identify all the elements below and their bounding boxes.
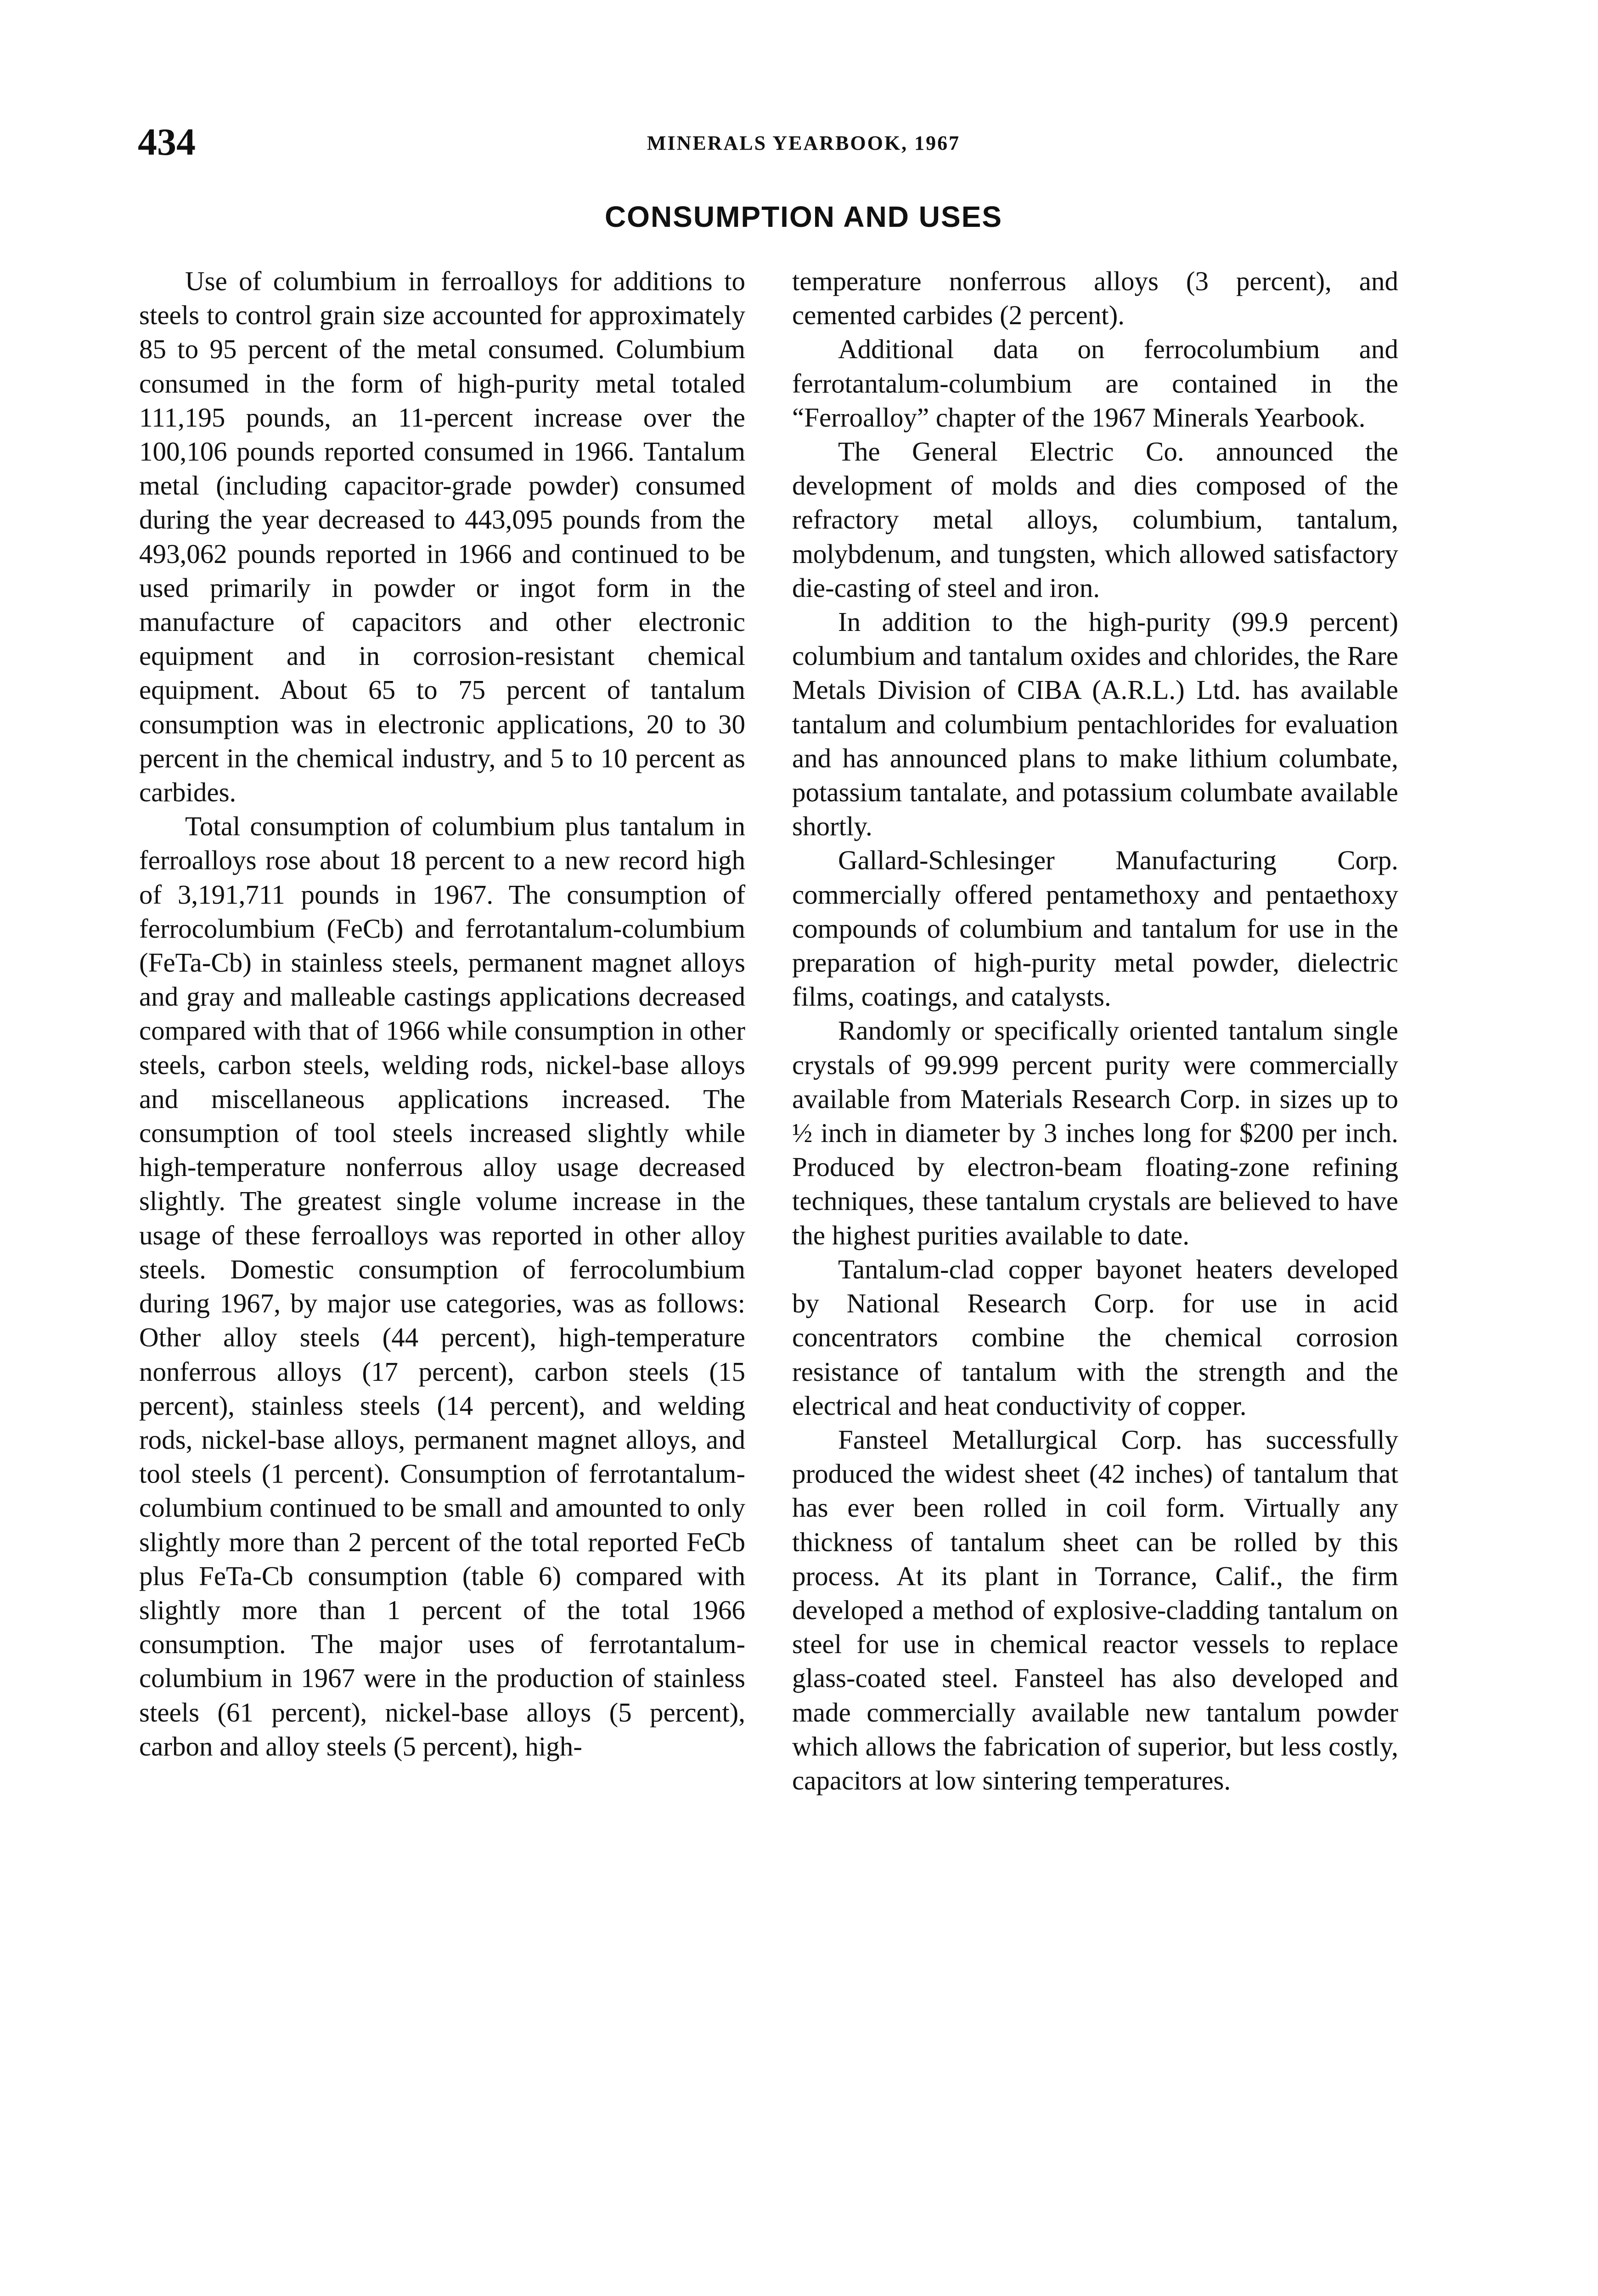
paragraph-materials-research: Randomly or specifically oriented tantalum single crystals of 99.999 percent purity were commercially available from Materials Research Corp. in sizes up to ½ inch in diameter by 3 inches long for $200 per inch. Produced by electron-beam floating-zone refining techniques, these tantalum crystals are believed to have the highest purities available to date. xyxy=(792,1015,1398,1250)
running-head: MINERALS YEARBOOK, 1967 xyxy=(647,132,961,154)
left-column xyxy=(139,264,745,1763)
paragraph-fansteel: Fansteel Metallurgical Corp. has successfully produced the widest sheet (42 inches) of tantalum that has ever been rolled in coil form. Virtually any thickness of tantalum sheet can be rolled by this process. At its plant in Torrance, Calif., the firm developed a method of explosive-cladding tantalum on steel for use in chemical reactor vessels to replace glass-coated steel. Fansteel has also developed and made commercially available new tantalum powder which allows the fabrication of superior, but less costly, capacitors at low sintering temperatures. xyxy=(792,1424,1398,1795)
paragraph-continuation: temperature nonferrous alloys (3 percent), and cemented carbides (2 percent). xyxy=(792,266,1398,331)
paragraph-columbium-tantalum-use: Use of columbium in ferroalloys for additions to steels to control grain size accounted for approximately 85 to 95 percent of the metal consumed. Columbium consumed in the form of high-purity metal totaled 111,195 pounds, an 11-percent increase over the 100,106 pounds reported consumed in 1966. Tantalum metal (including capacitor-grade powder) consumed during the year decreased to 443,095 pounds from the 493,062 pounds reported in 1966 and continued to be used primarily in powder or ingot form in the manufacture of capacitors and other electronic equipment and in corrosion-resistant chemical equipment. About 65 to 75 percent of tantalum consumption was in electronic applications, 20 to 30 percent in the chemical industry, and 5 to 10 percent as carbides. xyxy=(139,266,745,808)
paragraph-general-electric: The General Electric Co. announced the development of molds and dies composed of the refractory metal alloys, columbium, tantalum, molybdenum, and tungsten, which allowed satisfactory die-casting of steel and iron. xyxy=(792,436,1398,603)
section-title: CONSUMPTION AND USES xyxy=(604,200,1003,233)
right-column xyxy=(792,264,1398,1797)
page-number: 434 xyxy=(138,121,196,163)
paragraph-gallard-schlesinger: Gallard-Schlesinger Manufacturing Corp. commercially offered pentamethoxy and pentaethoxy compounds of columbium and tantalum for use in the preparation of high-purity metal powder, dielectric films, coatings, and catalysts. xyxy=(792,845,1398,1012)
paragraph-ferroalloy-chapter: Additional data on ferrocolumbium and ferrotantalum-columbium are contained in the “Ferroalloy” chapter of the 1967 Minerals Yearbook. xyxy=(792,334,1398,433)
paragraph-ferroalloy-consumption: Total consumption of columbium plus tantalum in ferroalloys rose about 18 percent to a new record high of 3,191,711 pounds in 1967. The consumption of ferrocolumbium (FeCb) and ferrotantalum-columbium (FeTa-Cb) in stainless steels, permanent magnet alloys and gray and malleable castings applications decreased compared with that of 1966 while consumption in other steels, carbon steels, welding rods, nickel-base alloys and miscellaneous applications increased. The consumption of tool steels increased slightly while high-temperature nonferrous alloy usage decreased slightly. The greatest single volume increase in the usage of these ferroalloys was reported in other alloy steels. Domestic consumption of ferrocolumbium during 1967, by major use categories, was as follows: Other alloy steels (44 percent), high-temperature nonferrous alloys (17 percent), carbon steels (15 percent), stainless steels (14 percent), and welding rods, nickel-base alloys, permanent magnet alloys, and tool steels (1 percent). Consumption of ferrotantalum-columbium continued to be small and amounted to only slightly more than 2 percent of the total reported FeCb plus FeTa-Cb consumption (table 6) compared with slightly more than 1 percent of the total 1966 consumption. The major uses of ferrotantalum-columbium in 1967 were in the production of stainless steels (61 percent), nickel-base alloys (5 percent), carbon and alloy steels (5 percent), high- xyxy=(139,811,745,1761)
paragraph-ciba: In addition to the high-purity (99.9 percent) columbium and tantalum oxides and chlorides, the Rare Metals Division of CIBA (A.R.L.) Ltd. has available tantalum and columbium pentachlorides for evaluation and has announced plans to make lithium columbate, potassium tantalate, and potassium columbate available shortly. xyxy=(792,607,1398,842)
paragraph-national-research: Tantalum-clad copper bayonet heaters developed by National Research Corp. for use in acid concentrators combine the chemical corrosion resistance of tantalum with the strength and the electrical and heat conductivity of copper. xyxy=(792,1254,1398,1421)
